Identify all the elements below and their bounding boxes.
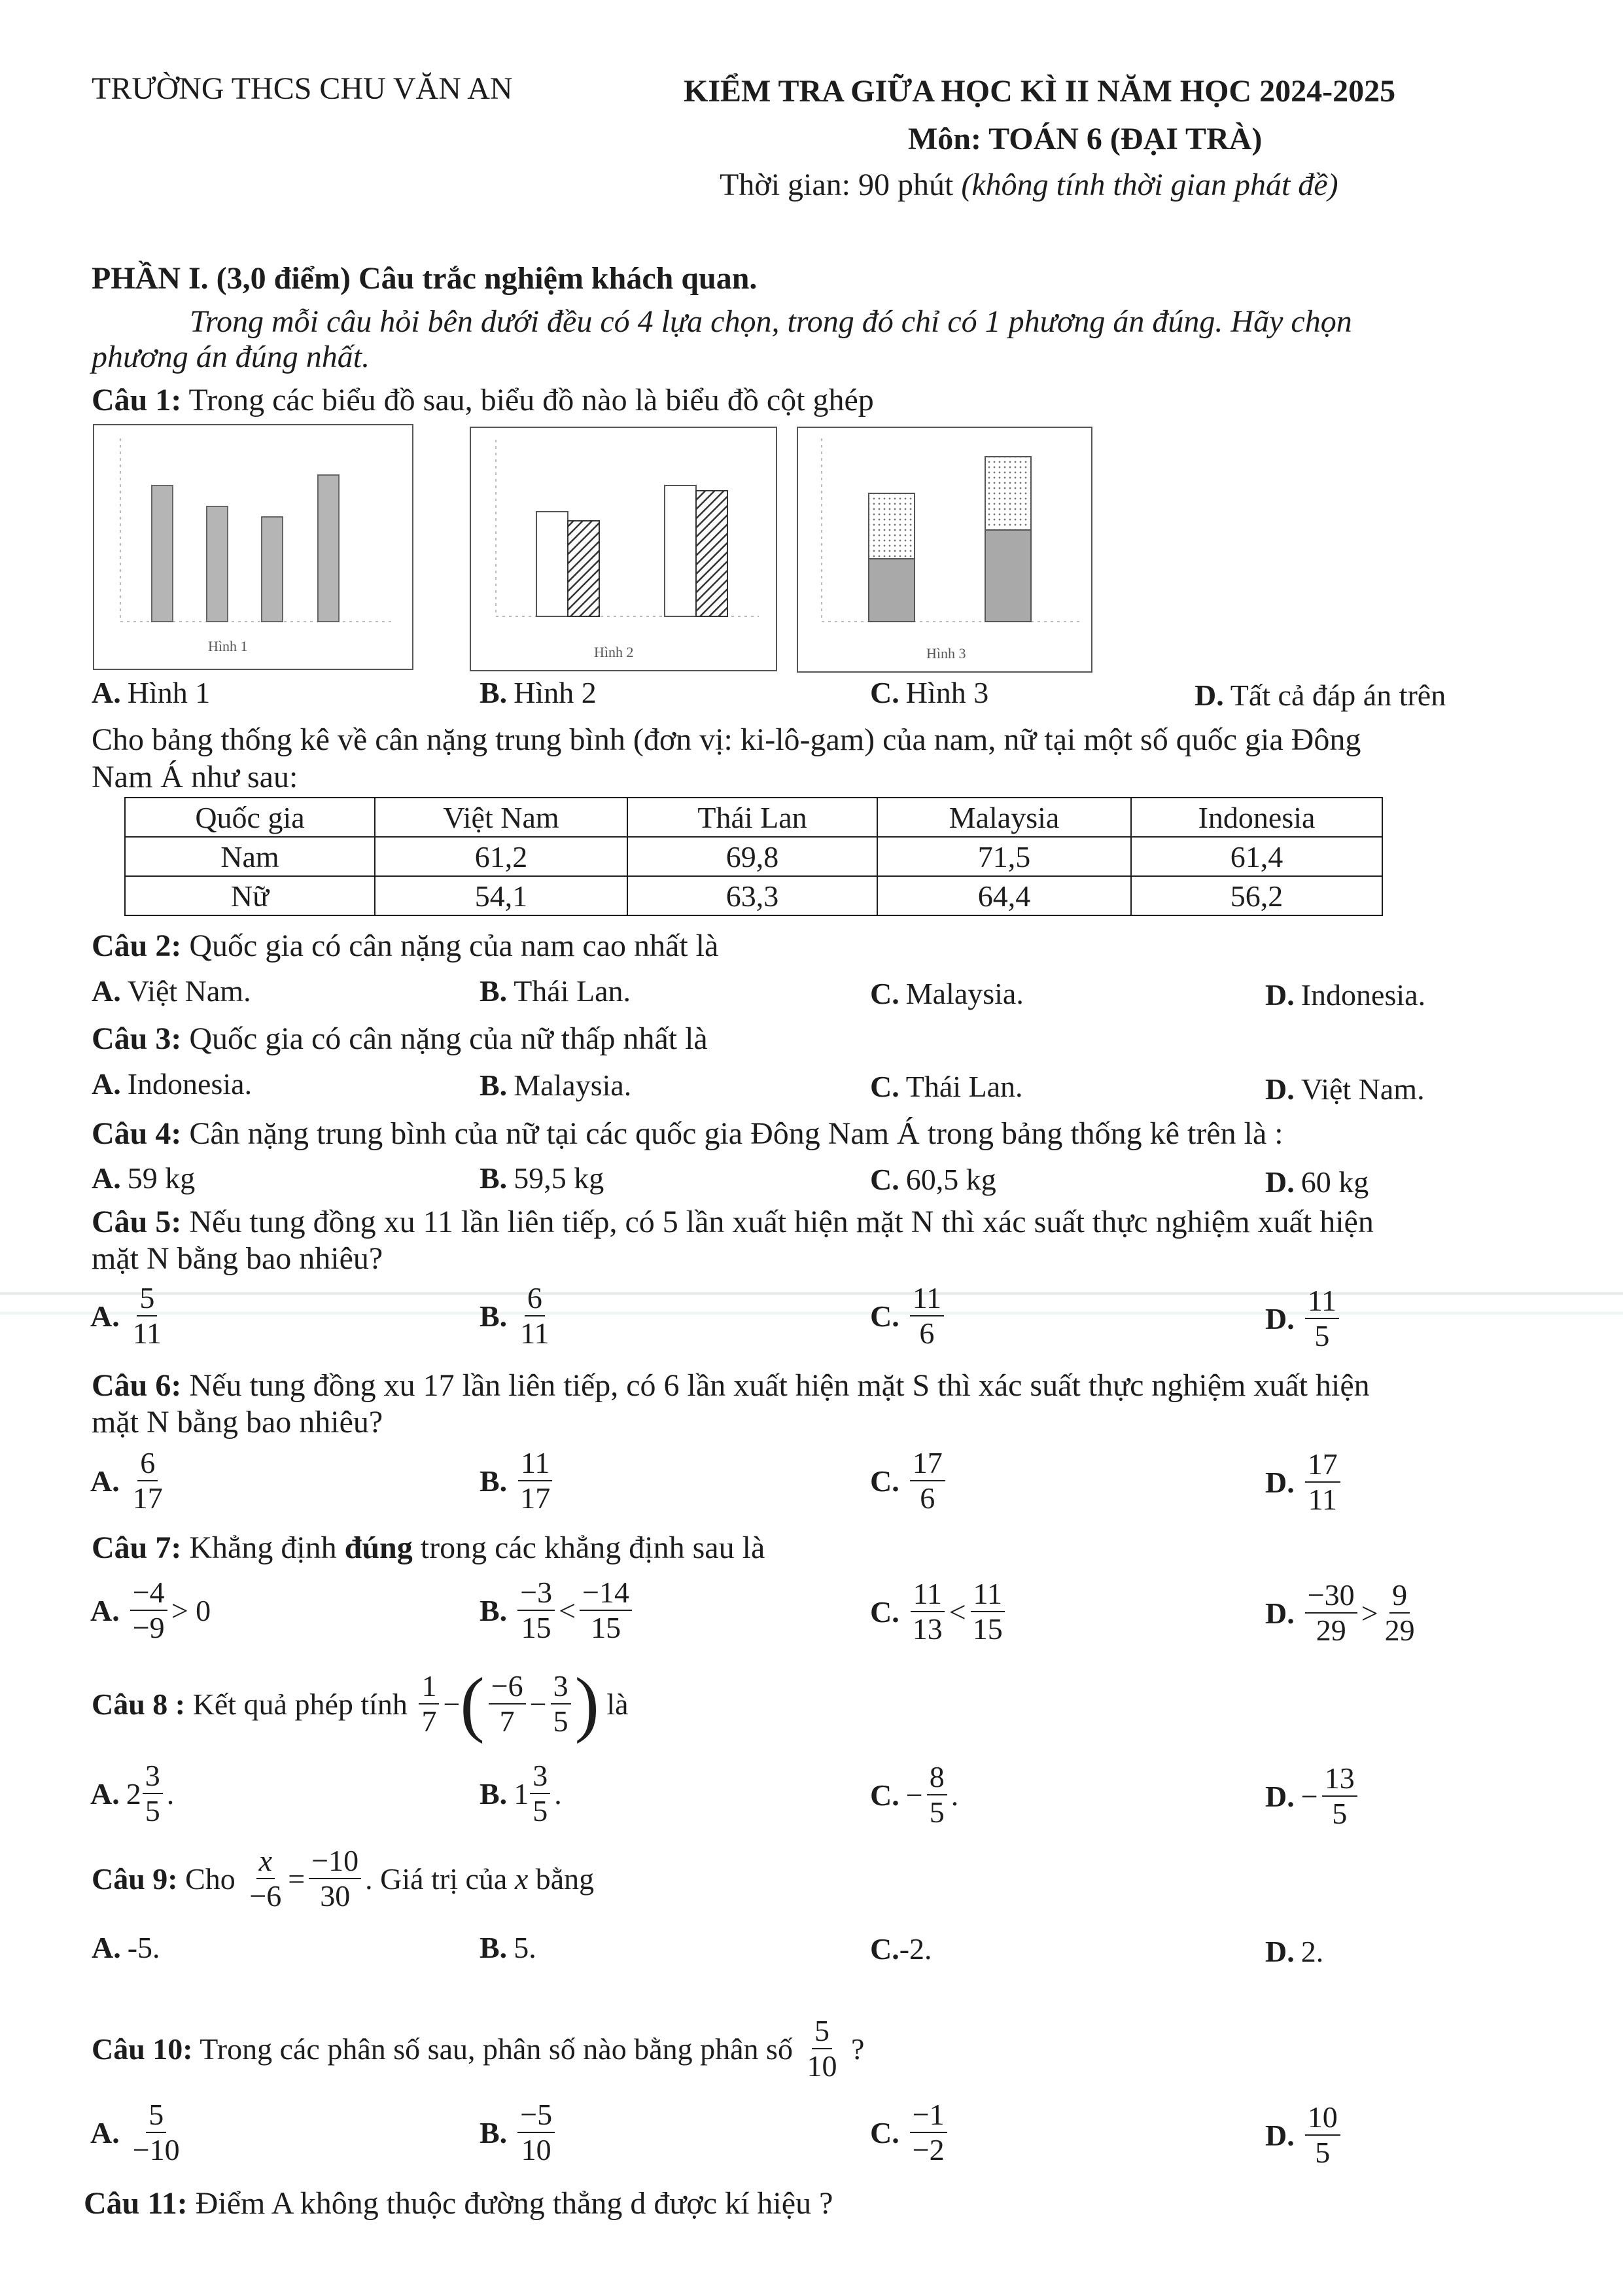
question-5-cont: mặt N bằng bao nhiêu? bbox=[92, 1241, 383, 1276]
q3-option-d[interactable]: D. Việt Nam. bbox=[1265, 1072, 1425, 1106]
bar bbox=[262, 517, 283, 622]
figure-2 bbox=[470, 427, 777, 671]
q10-option-c[interactable]: C. $\frac{-1}{-2}$ bbox=[870, 2098, 951, 2167]
q8-option-a[interactable]: A. 2 $\frac{3}{5}$ . bbox=[90, 1759, 175, 1828]
q8-option-d[interactable]: D. − $\frac{13}{5}$ bbox=[1265, 1761, 1361, 1831]
figure-3-chart bbox=[798, 428, 1091, 671]
bar bbox=[696, 491, 727, 616]
part1-title: PHẦN I. (3,0 điểm) Câu trắc nghiệm khách quan. bbox=[92, 261, 758, 296]
exam-subject: Môn: TOÁN 6 (ĐẠI TRÀ) bbox=[908, 122, 1263, 156]
q3-option-c[interactable]: C. Thái Lan. bbox=[870, 1070, 1023, 1103]
q6-option-c[interactable]: C. $\frac{17}{6}$ bbox=[870, 1446, 949, 1515]
table-header-cell: Thái Lan bbox=[627, 798, 877, 837]
question-9: Câu 9: Cho $\frac{x}{-6}$ = $\frac{-10}{30}$ . Giá trị của x bằng bbox=[92, 1844, 595, 1913]
scan-artifact bbox=[0, 1312, 1623, 1315]
q7-option-b[interactable]: B. $\frac{-3}{15}$ < $\frac{-14}{15}$ bbox=[480, 1576, 636, 1645]
q1-option-b[interactable]: B. Hình 2 bbox=[480, 676, 597, 709]
q10-option-d[interactable]: D. $\frac{10}{5}$ bbox=[1265, 2100, 1344, 2170]
q6-option-b[interactable]: B. $\frac{11}{17}$ bbox=[480, 1446, 557, 1515]
part1-instruction: Trong mỗi câu hỏi bên dưới đều có 4 lựa chọn, trong đó chỉ có 1 phương án đúng. Hãy chọn bbox=[190, 304, 1352, 339]
q7-option-a[interactable]: A. $\frac{-4}{-9}$ > 0 bbox=[90, 1576, 211, 1644]
part1-instruction-cont: phương án đúng nhất. bbox=[92, 340, 370, 374]
q6-option-d[interactable]: D. $\frac{17}{11}$ bbox=[1265, 1447, 1344, 1517]
question-6-cont: mặt N bằng bao nhiêu? bbox=[92, 1405, 383, 1439]
q10-option-a[interactable]: A. $\frac{5}{-10}$ bbox=[90, 2098, 180, 2166]
table-row bbox=[125, 876, 1382, 915]
question-text: Trong các biểu đồ sau, biểu đồ nào là biểu đồ cột ghép bbox=[181, 383, 874, 417]
figure-1-chart bbox=[94, 425, 412, 669]
question-5: Câu 5: Nếu tung đồng xu 11 lần liên tiếp, có 5 lần xuất hiện mặt N thì xác suất thực nghiệm xuất hiện bbox=[92, 1205, 1374, 1239]
q3-option-a[interactable]: A. Indonesia. bbox=[92, 1067, 253, 1101]
q5-option-b[interactable]: B. $\frac{6}{11}$ bbox=[480, 1281, 550, 1350]
question-10: Câu 10: Trong các phân số sau, phân số nào bằng phân số $\frac{5}{10}$ ? bbox=[92, 2014, 865, 2083]
table-cell: 69,8 bbox=[627, 837, 877, 876]
question-1 bbox=[92, 382, 874, 419]
bar bbox=[536, 512, 568, 616]
table-cell: 61,4 bbox=[1131, 837, 1382, 876]
question-11: Câu 11: Điểm A không thuộc đường thẳng d được kí hiệu ? bbox=[84, 2186, 833, 2221]
q2-option-b[interactable]: B. Thái Lan. bbox=[480, 974, 631, 1008]
q9-option-a[interactable]: A. -5. bbox=[92, 1931, 160, 1964]
table-cell: 54,1 bbox=[375, 876, 627, 915]
q6-option-a[interactable]: A. $\frac{6}{17}$ bbox=[90, 1446, 163, 1515]
table-header-row bbox=[125, 798, 1382, 837]
q8-option-b[interactable]: B. 1 $\frac{3}{5}$ . bbox=[480, 1759, 562, 1828]
left-paren: ( bbox=[460, 1663, 485, 1744]
q2-option-d[interactable]: D. Indonesia. bbox=[1265, 978, 1426, 1012]
school-name: TRƯỜNG THCS CHU VĂN AN bbox=[92, 71, 513, 106]
q4-option-c[interactable]: C. 60,5 kg bbox=[870, 1163, 996, 1196]
right-paren: ) bbox=[574, 1663, 599, 1744]
bar bbox=[568, 521, 599, 616]
question-2: Câu 2: Quốc gia có cân nặng của nam cao nhất là bbox=[92, 928, 719, 963]
figure-1 bbox=[93, 424, 413, 670]
table-cell: Nữ bbox=[125, 876, 375, 915]
q9-option-d[interactable]: D. 2. bbox=[1265, 1935, 1324, 1968]
q2-option-a[interactable]: A. Việt Nam. bbox=[92, 974, 251, 1008]
q5-option-a[interactable]: A. $\frac{5}{11}$ bbox=[90, 1281, 162, 1350]
q4-option-d[interactable]: D. 60 kg bbox=[1265, 1165, 1369, 1199]
q5-option-c[interactable]: C. $\frac{11}{6}$ bbox=[870, 1281, 948, 1351]
question-6: Câu 6: Nếu tung đồng xu 17 lần liên tiếp, có 6 lần xuất hiện mặt S thì xác suất thực nghiệm xuất hiện bbox=[92, 1368, 1370, 1403]
figure-2-chart bbox=[471, 428, 776, 670]
time-note: (không tính thời gian phát đề) bbox=[961, 168, 1338, 202]
table-cell: 71,5 bbox=[877, 837, 1131, 876]
table-cell: 63,3 bbox=[627, 876, 877, 915]
table-intro-cont: Nam Á như sau: bbox=[92, 760, 298, 794]
exam-title: KIỂM TRA GIỮA HỌC KÌ II NĂM HỌC 2024-2025 bbox=[684, 74, 1396, 109]
table-header-cell: Malaysia bbox=[877, 798, 1131, 837]
q4-option-a[interactable]: A. 59 kg bbox=[92, 1161, 196, 1195]
stacked-bar-lower bbox=[869, 559, 915, 622]
scan-artifact bbox=[0, 1292, 1623, 1295]
q9-option-b[interactable]: B. 5. bbox=[480, 1931, 536, 1964]
figure-3 bbox=[797, 427, 1092, 673]
q3-option-b[interactable]: B. Malaysia. bbox=[480, 1069, 632, 1102]
question-3: Câu 3: Quốc gia có cân nặng của nữ thấp nhất là bbox=[92, 1021, 708, 1056]
q5-option-d[interactable]: D. $\frac{11}{5}$ bbox=[1265, 1284, 1343, 1353]
q1-option-d[interactable]: D. Tất cả đáp án trên bbox=[1195, 679, 1446, 712]
q1-option-c[interactable]: C. Hình 3 bbox=[870, 676, 989, 709]
question-label: Câu 1: bbox=[92, 383, 182, 417]
table-intro: Cho bảng thống kê về cân nặng trung bình (đơn vị: ki-lô-gam) của nam, nữ tại một số quốc gia Đông bbox=[92, 722, 1361, 757]
table-cell: 64,4 bbox=[877, 876, 1131, 915]
q9-option-c[interactable]: C. -2. bbox=[870, 1932, 932, 1966]
stacked-bar-upper bbox=[985, 457, 1031, 530]
table-header-cell: Quốc gia bbox=[125, 798, 375, 837]
exam-time bbox=[720, 167, 1338, 203]
bar bbox=[152, 486, 173, 622]
table-cell: Nam bbox=[125, 837, 375, 876]
question-7: Câu 7: Khẳng định đúng trong các khẳng định sau là bbox=[92, 1530, 765, 1565]
question-4: Câu 4: Cân nặng trung bình của nữ tại các quốc gia Đông Nam Á trong bảng thống kê trên là : bbox=[92, 1116, 1283, 1151]
weights-table bbox=[124, 797, 1383, 916]
figure-3-caption: Hình 3 bbox=[926, 645, 966, 662]
period: . bbox=[554, 1776, 562, 1810]
q2-option-c[interactable]: C. Malaysia. bbox=[870, 977, 1024, 1010]
question-8: Câu 8 : Kết quả phép tính $\frac{1}{7}$ − ( $\frac{-6}{7}$ − $\frac{3}{5}$ ) là bbox=[92, 1663, 629, 1744]
period: . bbox=[166, 1776, 175, 1810]
figure-2-caption: Hình 2 bbox=[594, 644, 634, 660]
q4-option-b[interactable]: B. 59,5 kg bbox=[480, 1161, 604, 1195]
q7-option-d[interactable]: D. $\frac{-30}{29}$ > $\frac{9}{29}$ bbox=[1265, 1578, 1415, 1647]
period: . bbox=[951, 1778, 959, 1812]
stacked-bar-upper bbox=[869, 493, 915, 559]
q8-option-c[interactable]: C. − $\frac{8}{5}$ . bbox=[870, 1760, 959, 1829]
q10-option-b[interactable]: B. $\frac{-5}{10}$ bbox=[480, 2098, 559, 2167]
q1-option-a[interactable]: A. Hình 1 bbox=[92, 676, 211, 709]
table-cell: 61,2 bbox=[375, 837, 627, 876]
stacked-bar-lower bbox=[985, 530, 1031, 622]
bar bbox=[207, 506, 228, 622]
q7-option-c[interactable]: C. $\frac{11}{13}$ < $\frac{11}{15}$ bbox=[870, 1577, 1009, 1646]
table-cell: 56,2 bbox=[1131, 876, 1382, 915]
table-header-cell: Indonesia bbox=[1131, 798, 1382, 837]
bar bbox=[318, 475, 339, 622]
table-header-cell: Việt Nam bbox=[375, 798, 627, 837]
table-row bbox=[125, 837, 1382, 876]
time-label: Thời gian: 90 phút bbox=[720, 168, 962, 202]
figure-1-caption: Hình 1 bbox=[208, 638, 248, 654]
bar bbox=[665, 486, 696, 616]
